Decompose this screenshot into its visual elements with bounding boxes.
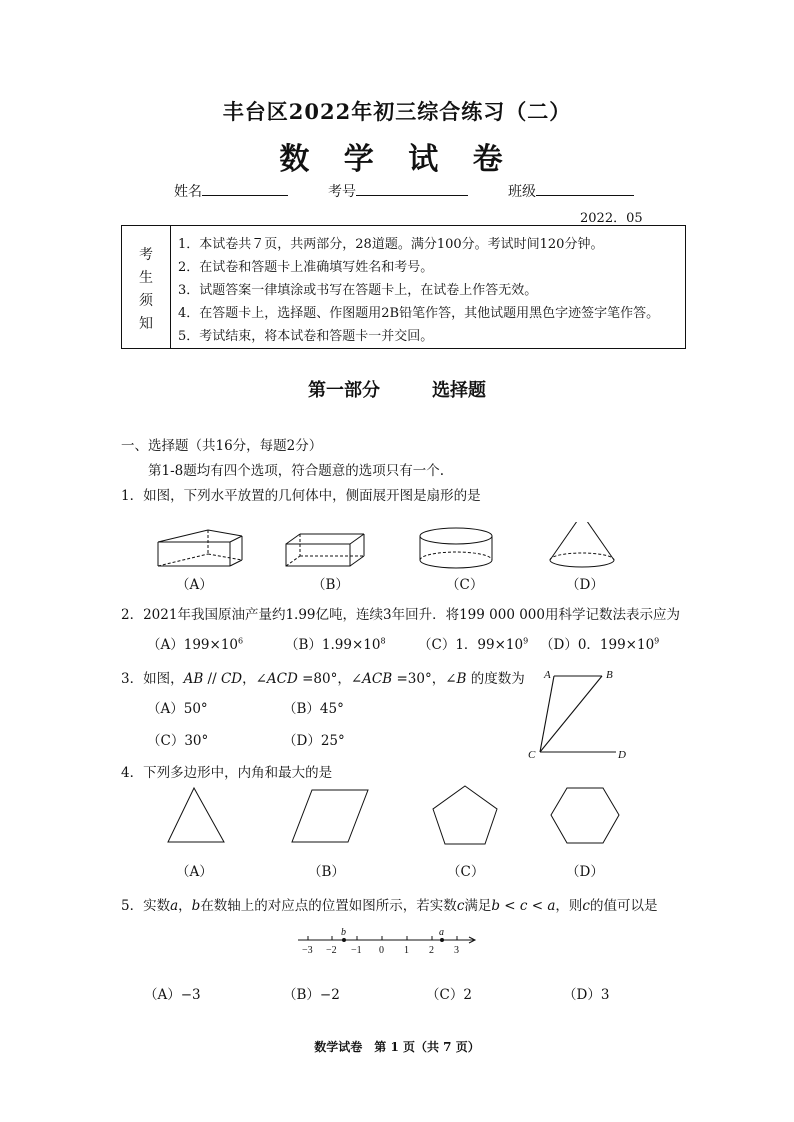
exam-date: 2022．05 [580, 211, 643, 226]
q2-text: 2．2021年我国原油产量约1.99亿吨，连续3年回升．将199 000 000用科学记数法表示应为 [121, 607, 680, 623]
q5-option-b: （B）−2 [283, 987, 340, 1003]
notice-label-char: 生 [139, 270, 153, 286]
q4-text: 4．下列多边形中，内角和最大的是 [121, 765, 333, 781]
class-blank [536, 181, 634, 196]
q3-option-b: （B）45° [283, 701, 344, 717]
q4-option-d: （D） [566, 864, 604, 880]
hexagon-shape [551, 788, 619, 843]
class-field [508, 181, 634, 201]
q3-option-d: （D）25° [283, 733, 345, 749]
q1-option-a: （A） [176, 577, 213, 593]
q4-option-a: （A） [176, 864, 213, 880]
page-footer: 数学试卷 第 1 页（共 7 页） [314, 1040, 480, 1054]
tick-label: −3 [302, 945, 313, 956]
q3-option-a: （A）50° [147, 701, 208, 717]
point-a-label: a [439, 927, 444, 938]
tick-label: 3 [454, 945, 459, 956]
q5-option-c: （C）2 [426, 987, 472, 1003]
section-part: 第一部分 [308, 380, 380, 401]
notice-label-char: 须 [139, 293, 153, 309]
q2-option-c: （C）1．$99\times 10^9$ [418, 636, 529, 653]
group-title: 一、选择题（共16分，每题2分） [121, 438, 323, 454]
notice-item: 3．试题答案一律填涂或书写在答题卡上，在试卷上作答无效。 [178, 283, 538, 298]
q5-option-d: （D）3 [563, 987, 610, 1003]
name-blank [202, 181, 288, 196]
id-label: 考号 [328, 184, 356, 200]
q3-geometry-figure [520, 664, 640, 764]
q5-text: 5．实数a，b在数轴上的对应点的位置如图所示，若实数c满足b < c < a，则c的值可以是 [121, 898, 658, 914]
tick-label: 0 [379, 945, 384, 956]
q1-option-b: （B） [312, 577, 349, 593]
id-field [328, 181, 468, 201]
q1-option-d: （D） [566, 577, 604, 593]
point-label-d: D [618, 749, 626, 761]
id-blank [356, 181, 468, 196]
tick-label: −2 [326, 945, 337, 956]
q5-number-line [290, 924, 490, 960]
triangular-prism-shape [158, 530, 242, 566]
q4-option-b: （B） [308, 864, 345, 880]
q5-option-a: （A）−3 [144, 987, 201, 1003]
tick-label: −1 [351, 945, 362, 956]
notice-list [178, 233, 659, 348]
point-label-c: C [528, 749, 536, 761]
q3-option-c: （C）30° [147, 733, 209, 749]
notice-box [121, 225, 686, 349]
triangle-shape [168, 788, 224, 842]
notice-label-char: 考 [139, 247, 153, 263]
tick-label: 1 [404, 945, 409, 956]
q1-solids-figure [150, 522, 670, 572]
notice-item: 1．本试卷共７页，共两部分，28道题。满分100分。考试时间120分钟。 [178, 237, 604, 252]
tick-label: 2 [429, 945, 434, 956]
q4-polygons-figure [160, 782, 630, 852]
q1-text: 1．如图，下列水平放置的几何体中，侧面展开图是扇形的是 [121, 488, 481, 504]
name-label: 姓名 [174, 184, 202, 200]
class-label: 班级 [508, 184, 536, 200]
cuboid-shape [286, 534, 364, 566]
exam-subject: 数 学 试 卷 [279, 142, 515, 177]
section-title [0, 376, 794, 402]
name-field [174, 181, 288, 201]
point-a-dot [440, 938, 444, 942]
point-b-label: b [341, 927, 346, 938]
notice-label [122, 226, 171, 348]
section-name: 选择题 [432, 380, 486, 401]
q2-option-a: $(A)199\times 10^6$ [147, 636, 244, 653]
point-label-a: A [544, 669, 551, 681]
cone-shape [550, 522, 614, 567]
q4-option-c: （C） [447, 864, 485, 880]
notice-item: 2．在试卷和答题卡上准确填写姓名和考号。 [178, 260, 434, 275]
q2-option-b: $(B)1.99\times 10^8$ [285, 636, 386, 653]
parallelogram-shape [292, 790, 368, 842]
notice-label-char: 知 [139, 316, 153, 332]
q1-option-c: （C） [446, 577, 484, 593]
notice-item: 4．在答题卡上，选择题、作图题用2B铅笔作答，其他试题用黑色字迹签字笔作答。 [178, 306, 660, 321]
point-label-b: B [606, 669, 613, 681]
point-b-dot [342, 938, 346, 942]
notice-item: 5．考试结束，将本试卷和答题卡一并交回。 [178, 329, 434, 344]
group-instruction: 第1-8题均有四个选项，符合题意的选项只有一个. [148, 463, 445, 479]
pentagon-shape [433, 786, 497, 844]
q3-text: 3．如图，AB // CD，∠ACD =80°，∠ACB =30°，∠B 的度数为 [121, 671, 525, 687]
exam-title: 丰台区2022年初三综合练习（二） [222, 99, 572, 124]
q2-option-d: （D）0．$199\times 10^9$ [540, 636, 660, 653]
cylinder-shape [420, 528, 492, 568]
